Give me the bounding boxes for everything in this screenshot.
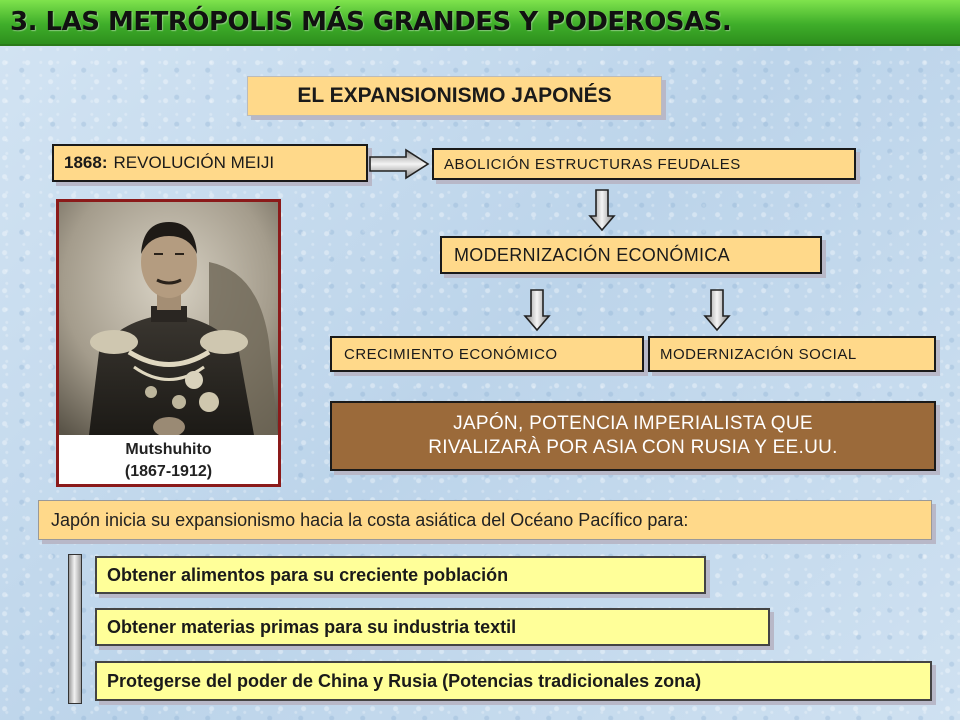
expansionism-intro-box: Japón inicia su expansionismo hacia la costa asiática del Océano Pacífico para: [38, 500, 932, 540]
reason-food-box: Obtener alimentos para su creciente población [95, 556, 706, 594]
reason-protection-box: Protegerse del poder de China y Rusia (Potencias tradicionales zona) [95, 661, 932, 701]
down-arrow-icon [523, 288, 551, 332]
reason-raw-materials-box: Obtener materias primas para su industria textil [95, 608, 770, 646]
social-modernization-box: MODERNIZACIÓN SOCIAL [648, 336, 936, 372]
meiji-revolution-box [52, 144, 368, 182]
bracket-bar [68, 554, 82, 704]
emperor-reign-years: (1867-1912) [124, 463, 213, 480]
slide-title: 3. LAS METRÓPOLIS MÁS GRANDES Y PODEROSAS. [10, 7, 732, 37]
portrait-caption [59, 435, 278, 487]
revolution-year: 1868: [64, 153, 108, 172]
emperor-portrait [56, 199, 281, 487]
emperor-photo [59, 202, 278, 435]
subtitle-box: EL EXPANSIONISMO JAPONÉS [247, 76, 662, 116]
economic-modernization-box: MODERNIZACIÓN ECONÓMICA [440, 236, 822, 274]
imperial-power-box [330, 401, 936, 471]
right-arrow-icon [368, 148, 430, 180]
down-arrow-icon [588, 188, 616, 232]
down-arrow-icon [703, 288, 731, 332]
emperor-name: Mutshuhito [125, 441, 212, 458]
imperial-line-2: RIVALIZARÀ POR ASIA CON RUSIA Y EE.UU. [428, 437, 838, 458]
feudal-abolition-box: ABOLICIÓN ESTRUCTURAS FEUDALES [432, 148, 856, 180]
imperial-line-1: JAPÓN, POTENCIA IMPERIALISTA QUE [453, 413, 813, 434]
revolution-label: REVOLUCIÓN MEIJI [113, 153, 275, 172]
economic-growth-box: CRECIMIENTO ECONÓMICO [330, 336, 644, 372]
